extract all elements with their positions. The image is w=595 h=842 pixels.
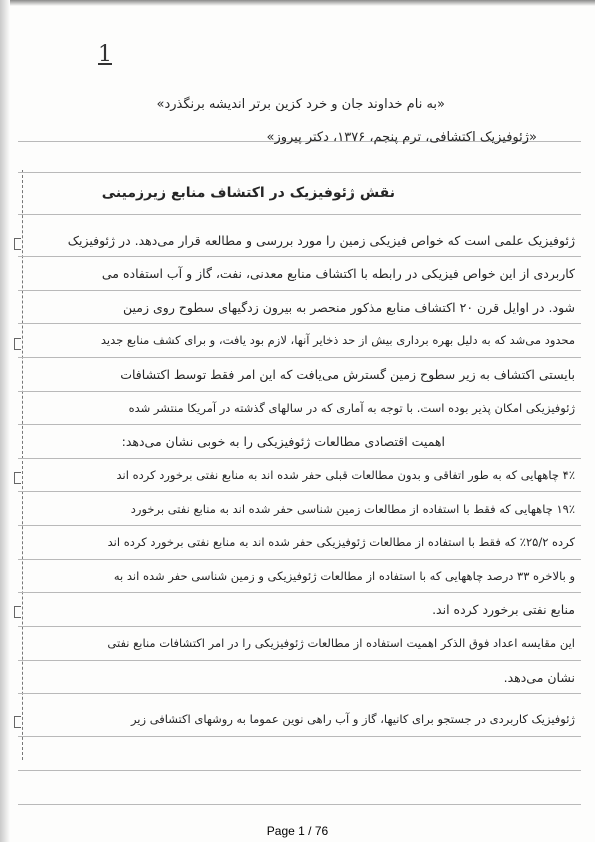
- rule-line: [18, 770, 581, 771]
- document-title: نقش ژئوفیزیک در اکتشاف منابع زیرزمینی: [101, 185, 395, 201]
- text-line-6: ژئوفیزیکی امکان پذیر بوده است. با توجه به آماری که در سالهای گذشته در آمریکا منتشر شده: [128, 401, 575, 415]
- text-line-1: ژئوفیزیک علمی است که خواص فیزیکی زمین را مورد بررسی و مطالعه قرار می‌دهد. در ژئوفیزیک: [67, 233, 575, 248]
- text-line-8: ۴٪ چاههایی که به طور اتفاقی و بدون مطالعات قبلی حفر شده اند به منابع نفتی برخورد کرده اند: [116, 468, 575, 482]
- rule-line: [18, 323, 581, 324]
- header-line-2: «ژئوفیزیک اکتشافی، ترم پنجم، ۱۳۷۶، دکتر پیروز»: [266, 130, 537, 145]
- text-line-4: محدود می‌شد که به دلیل بهره برداری بیش از حد ذخایر آنها، لازم بود یافت، و برای کشف منابع جدید: [100, 333, 575, 347]
- text-line-5: بایستی اکتشاف به زیر سطوح زمین گسترش می‌یافت که این امر فقط توسط اکتشافات: [120, 367, 575, 382]
- margin-mark: [14, 606, 21, 618]
- text-line-11: و بالاخره ۳۳ درصد چاههایی که با استفاده از مطالعات ژئوفیزیکی و زمین شناسی حفر شده اند به: [113, 569, 575, 583]
- text-line-3: شود. در اوایل قرن ۲۰ اکتشاف منابع مذکور منحصر به بیرون زدگیهای سطوح روی زمین: [123, 300, 575, 315]
- text-line-2: کاربردی از این خواص فیزیکی در رابطه با اکتشاف منابع معدنی، نفت، گاز و آب استفاده می: [101, 266, 575, 281]
- text-line-9: ۱۹٪ چاههایی که فقط با استفاده از مطالعات زمین شناسی حفر شده اند به منابع نفتی برخورد: [130, 502, 575, 516]
- margin-mark: [14, 472, 21, 484]
- text-line-12: منابع نفتی برخورد کرده اند.: [432, 602, 575, 617]
- rule-line: [18, 804, 581, 805]
- text-line-10: کرده ۲۵/۲٪ که فقط با استفاده از مطالعات ژئوفیزیکی حفر شده اند به منابع نفتی برخورد کرده اند: [107, 535, 575, 549]
- text-line-13: این مقایسه اعداد فوق الذکر اهمیت استفاده از مطالعات ژئوفیزیکی را در امر اکتشافات منابع نفتی: [107, 636, 575, 650]
- rule-line: [18, 172, 581, 173]
- scan-top-shadow: [0, 0, 595, 6]
- rule-line: [18, 626, 581, 627]
- rule-line: [18, 491, 581, 492]
- handwritten-page-number: 1: [98, 42, 112, 67]
- rule-line: [18, 391, 581, 392]
- rule-line: [18, 256, 581, 257]
- header-line-1: «به نام خداوند جان و خرد کزین برتر اندیشه برنگذرد»: [156, 97, 445, 112]
- rule-line: [18, 290, 581, 291]
- margin-line: [22, 170, 23, 760]
- rule-line: [18, 736, 581, 737]
- margin-mark: [14, 716, 21, 728]
- margin-mark: [14, 238, 21, 250]
- rule-line: [18, 214, 581, 215]
- rule-line: [18, 559, 581, 560]
- rule-line: [18, 660, 581, 661]
- rule-line: [18, 458, 581, 459]
- margin-mark: [14, 338, 21, 350]
- rule-line: [18, 424, 581, 425]
- text-line-7: اهمیت اقتصادی مطالعات ژئوفیزیکی را به خوبی نشان می‌دهد:: [121, 434, 445, 449]
- rule-line: [18, 592, 581, 593]
- rule-line: [18, 693, 581, 694]
- scan-left-edge: [0, 0, 10, 842]
- rule-line: [18, 525, 581, 526]
- page-counter: Page 1 / 76: [266, 824, 329, 838]
- rule-line: [18, 357, 581, 358]
- text-line-14: نشان می‌دهد.: [503, 670, 575, 685]
- text-line-15: ژئوفیزیک کاربردی در جستجو برای کانیها، گاز و آب راهی نوین عموما به روشهای اکتشافی زیر: [130, 712, 575, 726]
